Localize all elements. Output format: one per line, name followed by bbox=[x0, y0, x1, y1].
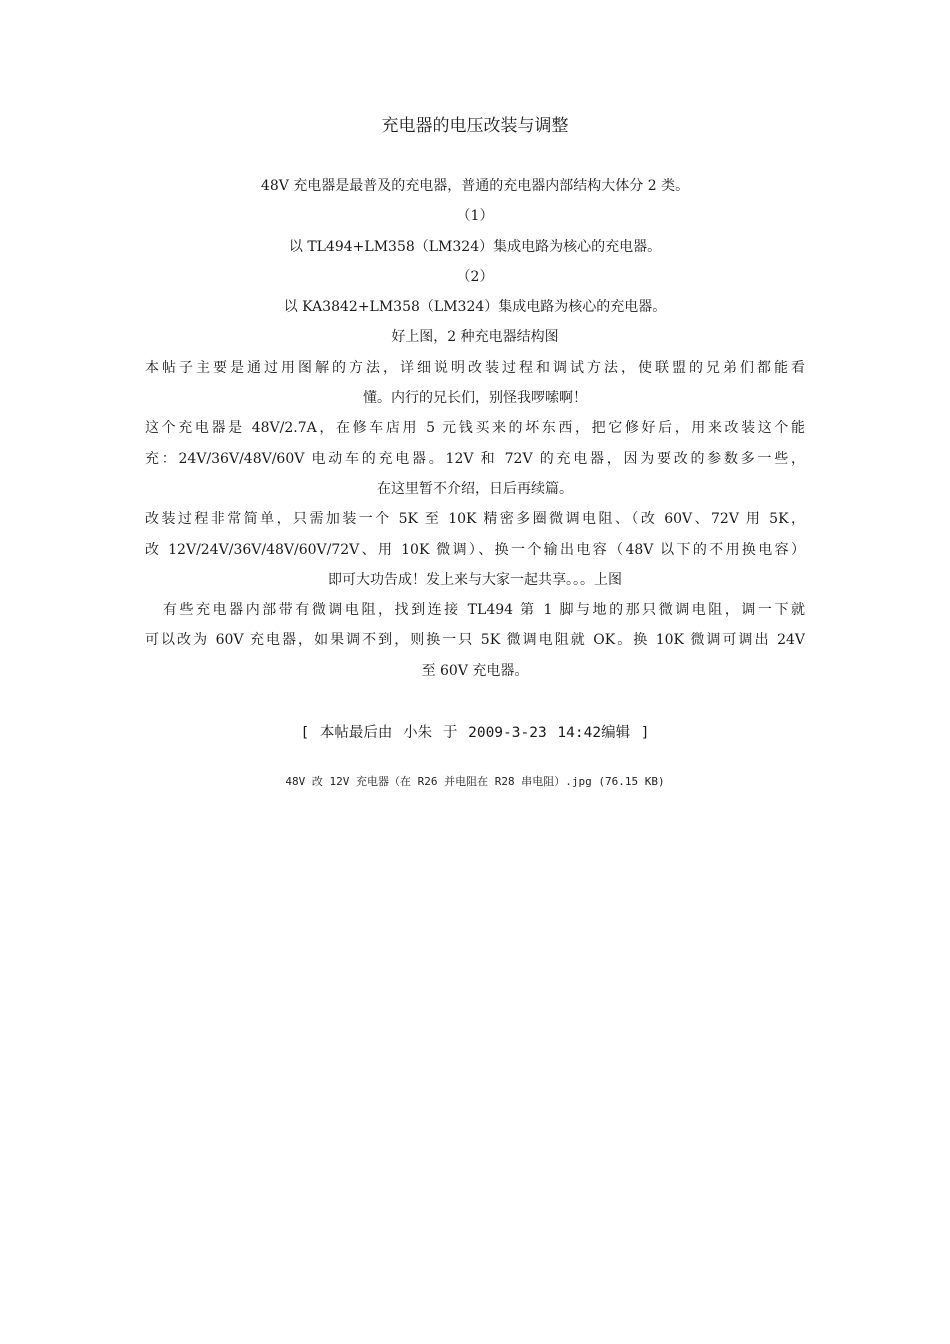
process-paragraph-line: 即可大功告成！发上来与大家一起共享。。。上图 bbox=[328, 571, 622, 588]
attachment-caption: 48V 改 12V 充电器（在 R26 并电阻在 R28 串电阻）.jpg (76.15 KB) bbox=[285, 775, 665, 788]
document-title: 充电器的电压改装与调整 bbox=[381, 116, 569, 136]
purpose-paragraph-line: 懂。内行的兄长们，别怪我啰嗦啊！ bbox=[363, 390, 587, 407]
process-paragraph-line: 改装过程非常简单，只需加装一个 5K 至 10K 精密多圈微调电阻、（改 60V、72V 用 5K， bbox=[145, 511, 805, 528]
figure-note: 好上图，2 种充电器结构图 bbox=[391, 329, 559, 346]
charger-paragraph-line: 在这里暂不介绍，日后再续篇。 bbox=[377, 480, 573, 497]
document-body bbox=[145, 171, 805, 686]
trim-paragraph-line: 可以改为 60V 充电器，如果调不到，则换一只 5K 微调电阻就 OK。换 10K 微调可调出 24V bbox=[145, 632, 805, 649]
charger-paragraph-line: 这个充电器是 48V/2.7A，在修车店用 5 元钱买来的坏东西，把它修好后，用来改装这个能 bbox=[145, 420, 805, 437]
trim-paragraph-line: 有些充电器内部带有微调电阻，找到连接 TL494 第 1 脚与地的那只微调电阻，调一下就 bbox=[163, 602, 805, 619]
item1-text: 以 TL494+LM358（LM324）集成电路为核心的充电器。 bbox=[288, 238, 662, 255]
process-paragraph-line: 改 12V/24V/36V/48V/60V/72V、用 10K 微调）、换一个输出电容（48V 以下的不用换电容） bbox=[145, 541, 805, 558]
purpose-paragraph-line: 本帖子主要是通过用图解的方法，详细说明改装过程和调试方法，使联盟的兄弟们都能看 bbox=[145, 359, 805, 376]
edit-note: [ 本帖最后由 小朱 于 2009-3-23 14:42编辑 ] bbox=[300, 725, 650, 741]
item1-marker: （1） bbox=[456, 208, 494, 225]
item2-text: 以 KA3842+LM358（LM324）集成电路为核心的充电器。 bbox=[283, 299, 667, 316]
item2-marker: （2） bbox=[456, 268, 494, 285]
charger-paragraph-line: 充：24V/36V/48V/60V 电动车的充电器。12V 和 72V 的充电器，因为要改的参数多一些， bbox=[145, 450, 805, 467]
trim-paragraph-line: 至 60V 充电器。 bbox=[421, 662, 529, 679]
intro-paragraph: 48V 充电器是最普及的充电器，普通的充电器内部结构大体分 2 类。 bbox=[260, 178, 690, 194]
